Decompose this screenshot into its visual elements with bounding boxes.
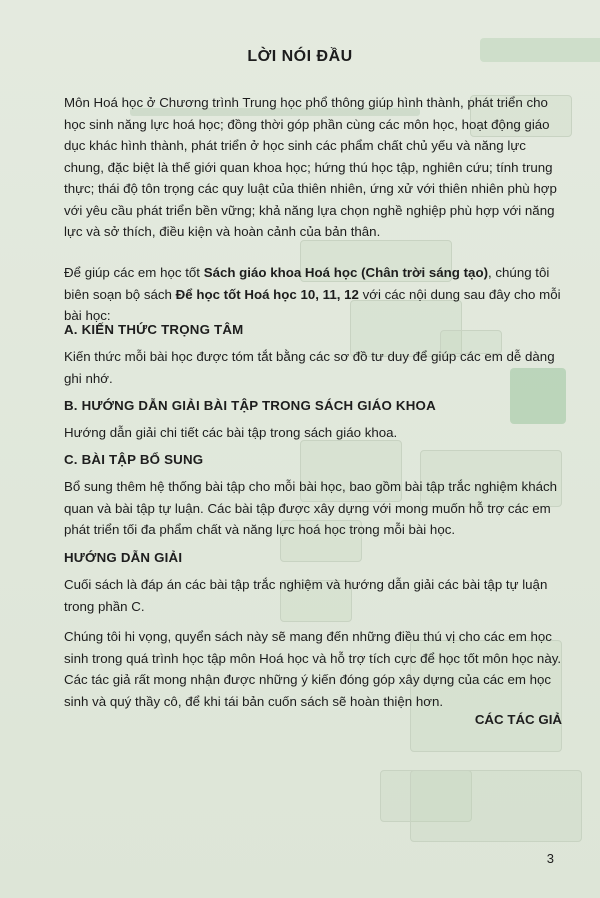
section-heading-b: B. HƯỚNG DẪN GIẢI BÀI TẬP TRONG SÁCH GIÁO KHOA xyxy=(64,398,436,413)
section-heading-a: A. KIẾN THỨC TRỌNG TÂM xyxy=(64,322,244,337)
section-heading-answers: HƯỚNG DẪN GIẢI xyxy=(64,550,183,565)
section-body-answers: Cuối sách là đáp án các bài tập trắc nghiệm và hướng dẫn giải các bài tập tự luận trong phần C. xyxy=(64,577,548,614)
section-body-a: Kiến thức mỗi bài học được tóm tắt bằng các sơ đồ tư duy để giúp các em dễ dàng ghi nhớ. xyxy=(64,349,555,386)
intro-paragraph: Môn Hoá học ở Chương trình Trung học phổ thông giúp hình thành, phát triển cho học sinh năng lực hoá học; đồng thời góp phần cùng các môn học, hoạt động giáo dục khác hình thành, phát triển ở học sinh các phẩm chất chủ yếu và năng lực chung, đặc biệt là thế giới quan khoa học; hứng thú học tập, nghiên cứu; tính trung thực; thái độ tôn trọng các quy luật của thiên nhiên, ứng xử với thiên nhiên phù hợp với yêu cầu phát triển bền vững; khả năng lựa chọn nghề nghiệp phù hợp với năng lực và sở thích, điều kiện và hoàn cảnh của bản thân. xyxy=(64,95,557,239)
intro-paragraph-2: Để giúp các em học tốt Sách giáo khoa Hoá học (Chân trời sáng tạo), chúng tôi biên soạn bộ sách Để học tốt Hoá học 10, 11, 12 với các nội dung sau đây cho mỗi bài học: xyxy=(64,265,561,323)
section-body-b: Hướng dẫn giải chi tiết các bài tập trong sách giáo khoa. xyxy=(64,425,398,440)
section-body-c: Bổ sung thêm hệ thống bài tập cho mỗi bài học, bao gồm bài tập trắc nghiệm khách quan và bài tập tự luận. Các bài tập được xây dựng với mong muốn hỗ trợ các em phát triển tối đa phẩm chất và năng lực hoá học trong mỗi bài học. xyxy=(64,479,558,537)
page-number: 3 xyxy=(546,851,554,866)
section-heading-c: C. BÀI TẬP BỔ SUNG xyxy=(64,452,204,467)
page-title: LỜI NÓI ĐẦU xyxy=(247,48,353,65)
closing-paragraph: Chúng tôi hi vọng, quyển sách này sẽ mang đến những điều thú vị cho các em học sinh trong quá trình học tập môn Hoá học và hỗ trợ tích cực để học tốt môn học này. Các tác giả rất mong nhận được những ý kiến đóng góp xây dựng của các em học sinh và quý thầy cô, để khi tái bản cuốn sách sẽ hoàn thiện hơn. xyxy=(64,629,562,709)
signature: CÁC TÁC GIẢ xyxy=(474,712,562,727)
